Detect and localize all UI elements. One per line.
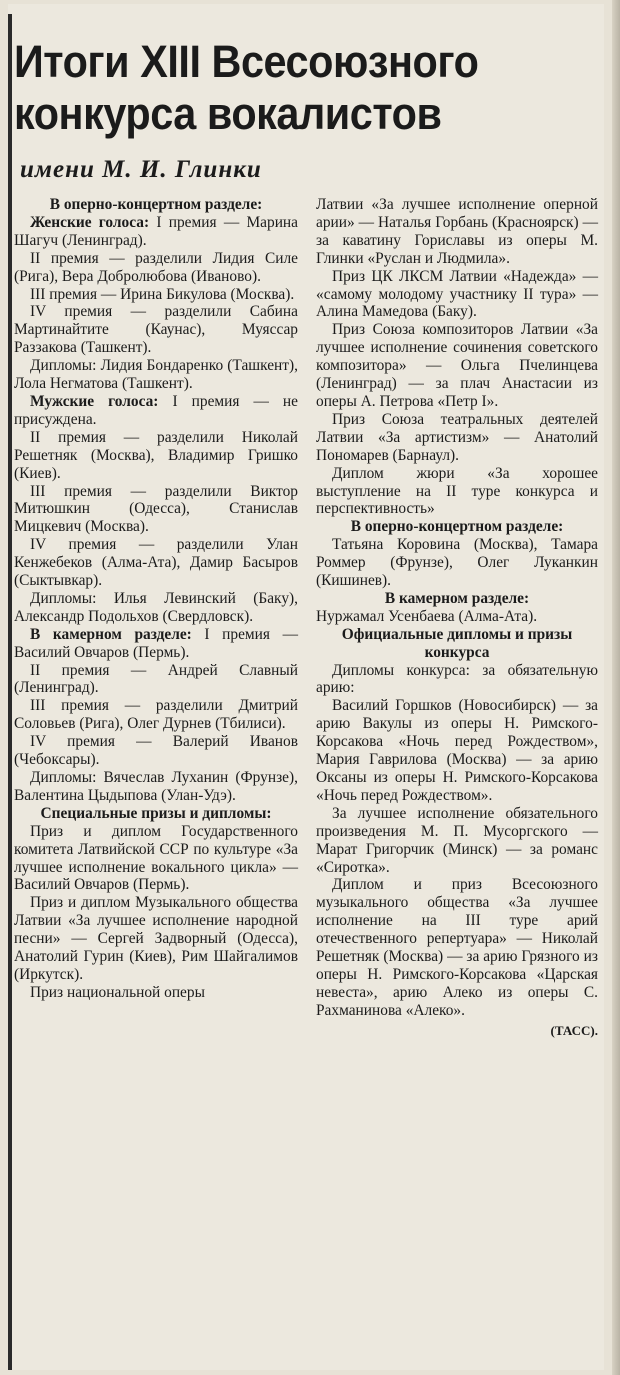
- section-heading: В оперно-концертном разделе:: [49, 196, 263, 213]
- paragraph: Дипломы: Вячеслав Луханин (Фрунзе), Валентина Цыдыпова (Улан-Удэ).: [14, 769, 298, 804]
- paragraph: Нуржамал Усенбаева (Алма-Ата).: [316, 607, 538, 625]
- paragraph: Приз национальной оперы: [30, 983, 205, 1001]
- paragraph: Василий Горшков (Новосибирск) — за арию Вакулы из оперы Н. Римского-Корсакова «Ночь перед Рождеством», Мария Гаврилова (Москва) — за арию Оксаны из оперы Н. Римского-Корсакова «Ночь перед Рождеством».: [316, 697, 598, 804]
- paragraph: Приз и диплом Государственного комитета Латвийской ССР по культуре «За лучшее исполнение вокального цикла» — Василий Овчаров (Пермь).: [14, 822, 298, 894]
- page-edge: [612, 0, 620, 1375]
- headline-line-2: конкурса вокалистов: [14, 88, 442, 140]
- right-column: [316, 196, 598, 1040]
- paragraph: III премия — Ирина Бикулова (Москва).: [30, 285, 295, 303]
- paragraph: Диплом и приз Всесоюзного музыкального общества «За лучшее исполнение на III туре арий отечественного репертуара» — Николай Решетняк (Москва) — за арию Грязного из оперы Н. Римского-Корсакова «Царская невеста», арию Алеко из оперы С. Рахманинова «Алеко».: [316, 876, 598, 1019]
- paragraph: IV премия — Валерий Иванов (Чебоксары).: [14, 733, 298, 769]
- paragraph: Диплом жюри «За хорошее выступление на II туре конкурса и перспективность»: [316, 464, 598, 518]
- paragraph: II премия — разделили Николай Решетняк (Москва), Владимир Гришко (Киев).: [14, 428, 298, 482]
- paragraph: [14, 393, 298, 429]
- column-rule: [8, 14, 12, 1370]
- subtitle: имени М. И. Глинки: [20, 156, 262, 183]
- paragraph-text: I премия — Марина Шагуч (Ленинград).: [14, 213, 298, 249]
- paragraph: Татьяна Коровина (Москва), Тамара Роммер (Фрунзе), Олег Луканкин (Кишинев).: [316, 536, 598, 590]
- paragraph: III премия — разделили Дмитрий Соловьев (Рига), Олег Дурнев (Тбилиси).: [14, 697, 298, 733]
- paragraph-text: I премия — не присуждена.: [14, 392, 299, 428]
- paragraph: Дипломы: Лидия Бондаренко (Ташкент), Лола Негматова (Ташкент).: [14, 357, 298, 393]
- left-column: [14, 196, 298, 1002]
- paragraph: Приз Союза театральных деятелей Латвии «За артистизм» — Анатолий Пономарев (Барнаул).: [316, 410, 598, 464]
- paragraph: IV премия — разделили Улан Кенжебеков (Алма-Ата), Дамир Басыров (Сыктывкар).: [14, 536, 298, 590]
- paragraph-lead: В камерном разделе:: [30, 625, 192, 643]
- paragraph: IV премия — разделили Сабина Мартинайтите (Каунас), Муяссар Раззакова (Ташкент).: [14, 303, 298, 357]
- paragraph: Приз и диплом Музыкального общества Латвии «За лучшее исполнение народной песни» — Сергей Задворный (Одесса), Анатолий Гурин (Киев), Рим Шайгалимов (Иркутск).: [14, 894, 298, 983]
- section-heading: Специальные призы и дипломы:: [40, 804, 272, 822]
- paragraph: [14, 626, 298, 662]
- paragraph: III премия — разделили Виктор Митюшкин (Одесса), Станислав Мицкевич (Москва).: [14, 482, 298, 536]
- paragraph: Дипломы: Илья Левинский (Баку), Александр Подольхов (Свердловск).: [14, 589, 298, 625]
- headline-line-1: Итоги XIII Всесоюзного: [14, 36, 479, 88]
- paragraph: Латвии «За лучшее исполнение оперной арии» — Наталья Горбань (Красноярск) — за каватину Гориславы из оперы М. Глинки «Руслан и Людмила».: [316, 196, 598, 267]
- paragraph: II премия — разделили Лидия Силе (Рига), Вера Добролюбова (Иваново).: [14, 249, 298, 285]
- paragraph: Приз ЦК ЛКСМ Латвии «Надежда» — «самому молодому участнику II тура» — Алина Мамедова (Баку).: [316, 267, 598, 321]
- paragraph-lead: Женские голоса:: [30, 213, 150, 231]
- paragraph: [14, 214, 298, 250]
- paragraph-lead: Мужские голоса:: [30, 392, 159, 410]
- section-heading: Официальные дипломы и призы конкурса: [341, 625, 573, 661]
- paragraph: Дипломы конкурса: за обязательную арию:: [316, 661, 598, 697]
- paragraph: II премия — Андрей Славный (Ленинград).: [14, 661, 298, 697]
- agency-signature: (ТАСС).: [550, 1022, 598, 1038]
- paragraph: За лучшее исполнение обязательного произведения М. П. Мусоргского — Марат Григорчик (Минск) — за романс «Сиротка».: [316, 804, 598, 876]
- paragraph: Приз Союза композиторов Латвии «За лучшее исполнение сочинения советского композитора» — Ольга Пчелинцева (Ленинград) — за плач Анастасии из оперы А. Петрова «Петр I».: [316, 321, 598, 410]
- section-heading: В оперно-концертном разделе:: [350, 518, 564, 536]
- headline: [14, 36, 557, 140]
- paragraph-text: I премия — Василий Овчаров (Пермь).: [14, 625, 298, 661]
- section-heading: В камерном разделе:: [384, 589, 530, 607]
